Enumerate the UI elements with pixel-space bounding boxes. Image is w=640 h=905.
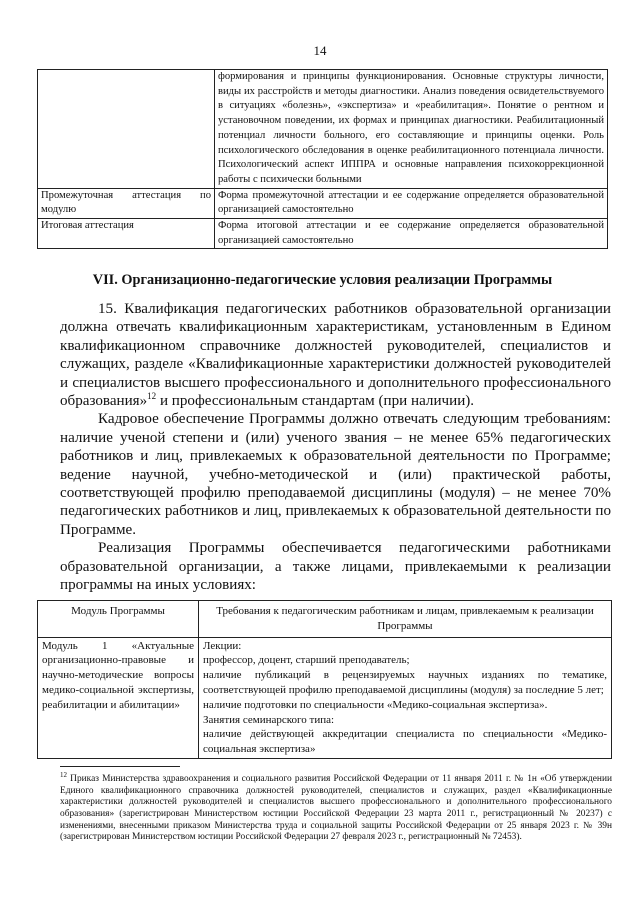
section-heading: VII. Организационно-педагогические условия реализации Программы (92, 272, 553, 288)
paragraph-text: 15. Квалификация педагогических работников образовательной организации должна отвечать квалификационным характеристикам, установленным в Едином квалификационном справочнике должностей руководителей, специалистов и служащих, разделе «Квалификационные характеристики должностей руководителей и специалистов высшего профессионального и дополнительного профессионального образования» (60, 301, 611, 410)
staff-requirements-table (37, 600, 612, 759)
table-header-row (38, 601, 612, 638)
paragraph-qualification (60, 300, 611, 410)
page-number: 14 (313, 43, 327, 58)
paragraph-text: и профессиональным стандартам (при наличии). (156, 393, 475, 410)
table-header-requirements: Требования к педагогическим работникам и лицам, привлекаемым к реализации Программы (199, 601, 612, 638)
paragraph-implementation: Реализация Программы обеспечивается педагогическими работниками образовательной организации, а также лицами, привлекаемыми к реализации программы на иных условиях: (60, 540, 611, 594)
table-row (38, 70, 608, 189)
requirement-line: Лекции: (203, 639, 242, 652)
requirement-line: Занятия семинарского типа: (203, 713, 335, 726)
table-cell-requirements (199, 637, 612, 758)
body-text (60, 300, 611, 595)
table-cell-module: Модуль 1 «Актуальные организационно-правовые и научно-методические вопросы медико-социальной экспертизы, реабилитации и абилитации» (38, 637, 199, 758)
table-cell-module: Промежуточная аттестация по модулю (38, 188, 215, 218)
paragraph-staffing: Кадровое обеспечение Программы должно отвечать следующим требованиям: наличие ученой степени и (или) ученого звания – не менее 65% педагогических работников и лиц, привлекаемых к образовательной деятельности по Программе; ведение научной, учебно-методической и (или) практической работы, соответствующей профилю преподаваемой дисциплины (модуля) – не менее 70% педагогических работников и лиц, привлекаемых к образовательной деятельности по Программе. (60, 411, 611, 538)
table-cell-content: Форма итоговой аттестации и ее содержание определяется образовательной организацией самостоятельно (215, 219, 608, 249)
table-row (38, 219, 608, 249)
footnote-number: 12 (60, 771, 67, 779)
requirement-line: профессор, доцент, старший преподаватель; (203, 654, 410, 667)
table-row (38, 637, 612, 758)
requirement-line: наличие подготовки по специальности «Медико-социальная экспертиза». (203, 698, 548, 711)
footnote-ref: 12 (147, 391, 157, 401)
table-cell-content: формирования и принципы функционирования. Основные структуры личности, виды их расстройств и методы диагностики. Анализ поведения освидетельствуемого в ситуациях «болезнь», «экспертиза» и «реабилитация». Понятие о рентном и установочном поведении, их формах и принципах диагностики. Реабилитационный потенциал личности больного, его составляющие и принципы оценки. Роль психологического обследования в оценке реабилитационного потенциала личности. Психологический аспект ИППРА и основные направления психокоррекционной работы с психически больными (215, 70, 608, 189)
footnote (60, 770, 612, 844)
table-header-module: Модуль Программы (38, 601, 199, 638)
footnote-divider (60, 766, 180, 767)
table-cell-module (38, 70, 215, 189)
footnote-text: Приказ Министерства здравоохранения и социального развития Российской Федерации от 11 января 2011 г. № 1н «Об утверждении Единого квалификационного справочника должностей руководителей, специалистов и служащих, раздел «Квалификационные характеристики должностей руководителей и специалистов высшего профессионального и дополнительного профессионального образования» (зарегистрирован Министерством юстиции Российской Федерации 23 марта 2011 г., регистрационный № 20237) с изменениями, внесенными приказом Министерства труда и социальной защиты Российской Федерации от 25 января 2023 г. № 39н (зарегистрирован Министерством юстиции Российской Федерации 27 февраля 2023 г., регистрационный № 72453). (60, 774, 612, 843)
requirement-line: наличие публикаций в рецензируемых научных изданиях по тематике, соответствующей профилю преподаваемой дисциплины (модуля) за последние 5 лет; (203, 669, 607, 696)
curriculum-table-continued (37, 69, 608, 249)
table-cell-module: Итоговая аттестация (38, 219, 215, 249)
table-cell-content: Форма промежуточной аттестации и ее содержание определяется образовательной организацией самостоятельно (215, 188, 608, 218)
requirement-line: наличие действующей аккредитации специалиста по специальности «Медико-социальная экспертиза» (203, 728, 607, 756)
table-row (38, 188, 608, 218)
